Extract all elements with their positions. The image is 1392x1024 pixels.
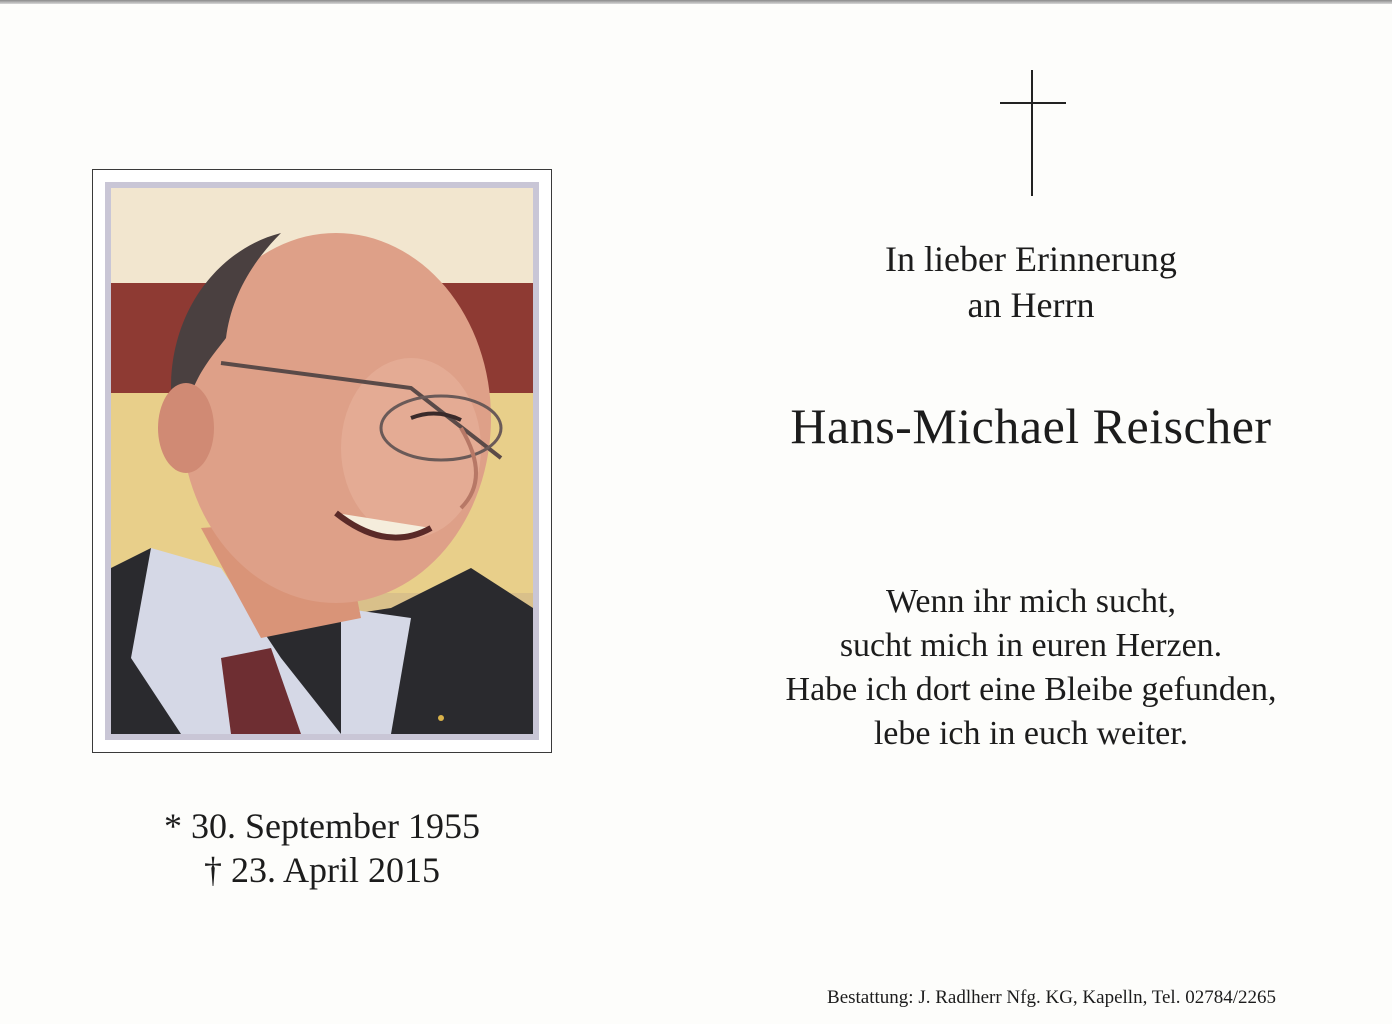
poem-line: lebe ich in euch weiter. bbox=[873, 715, 1189, 752]
poem-line: Habe ich dort eine Bleibe gefunden, bbox=[785, 671, 1277, 708]
birth-date: * 30. September 1955 bbox=[164, 806, 480, 846]
portrait-photo bbox=[111, 188, 533, 734]
poem bbox=[700, 580, 1362, 756]
deceased-name: Hans-Michael Reischer bbox=[790, 398, 1272, 454]
death-date: † 23. April 2015 bbox=[203, 850, 440, 890]
funeral-home-credit: Bestattung: J. Radlherr Nfg. KG, Kapelln, Tel. 02784/2265 bbox=[827, 987, 1276, 1008]
cross-icon bbox=[1000, 70, 1066, 196]
life-dates bbox=[92, 804, 552, 892]
portrait-mat bbox=[105, 182, 539, 740]
memorial-card bbox=[0, 4, 1392, 1024]
poem-line: sucht mich in euren Herzen. bbox=[839, 627, 1223, 664]
memorial-heading bbox=[700, 236, 1362, 328]
portrait-frame bbox=[92, 169, 552, 753]
memorial-line: an Herrn bbox=[967, 285, 1095, 325]
poem-line: Wenn ihr mich sucht, bbox=[886, 583, 1176, 620]
memorial-line: In lieber Erinnerung bbox=[885, 239, 1177, 279]
